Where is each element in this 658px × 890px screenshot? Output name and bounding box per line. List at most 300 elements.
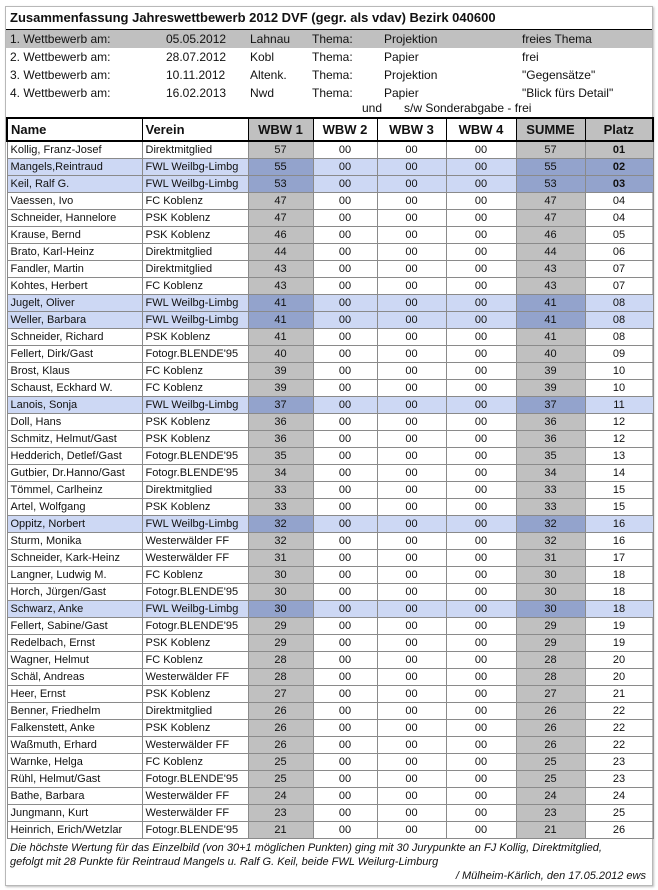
- competition-label: 3. Wettbewerb am:: [10, 68, 111, 82]
- table-row: [7, 686, 653, 703]
- cell-verein: Fotogr.BLENDE'95: [142, 448, 248, 465]
- cell-wbw2: 00: [313, 278, 377, 295]
- cell-wbw3: 00: [377, 210, 446, 227]
- cell-platz: 16: [585, 516, 653, 533]
- cell-summe: 39: [516, 380, 585, 397]
- footer-note: [6, 841, 652, 883]
- sonder-text: s/w Sonderabgabe - frei: [404, 101, 532, 115]
- table-row: [7, 465, 653, 482]
- table-row: [7, 720, 653, 737]
- cell-wbw1: 25: [248, 771, 313, 788]
- competition-medium: Projektion: [384, 32, 438, 46]
- cell-wbw4: 00: [446, 346, 516, 363]
- cell-wbw3: 00: [377, 533, 446, 550]
- cell-wbw2: 00: [313, 312, 377, 329]
- table-row: [7, 550, 653, 567]
- cell-summe: 30: [516, 601, 585, 618]
- cell-verein: FWL Weilbg-Limbg: [142, 516, 248, 533]
- cell-wbw3: 00: [377, 380, 446, 397]
- cell-name: Falkenstett, Anke: [7, 720, 142, 737]
- cell-verein: PSK Koblenz: [142, 431, 248, 448]
- cell-platz: 15: [585, 499, 653, 516]
- cell-name: Redelbach, Ernst: [7, 635, 142, 652]
- cell-verein: FWL Weilbg-Limbg: [142, 397, 248, 414]
- cell-platz: 11: [585, 397, 653, 414]
- cell-platz: 20: [585, 652, 653, 669]
- cell-summe: 30: [516, 567, 585, 584]
- competition-medium: Papier: [384, 86, 419, 100]
- cell-wbw3: 00: [377, 414, 446, 431]
- cell-wbw4: 00: [446, 193, 516, 210]
- cell-wbw4: 00: [446, 465, 516, 482]
- cell-summe: 40: [516, 346, 585, 363]
- cell-wbw3: 00: [377, 295, 446, 312]
- cell-summe: 41: [516, 295, 585, 312]
- cell-wbw2: 00: [313, 329, 377, 346]
- table-row: [7, 397, 653, 414]
- cell-wbw2: 00: [313, 210, 377, 227]
- table-row: [7, 431, 653, 448]
- cell-name: Fellert, Sabine/Gast: [7, 618, 142, 635]
- cell-platz: 22: [585, 737, 653, 754]
- cell-wbw2: 00: [313, 346, 377, 363]
- cell-wbw1: 39: [248, 380, 313, 397]
- cell-verein: Westerwälder FF: [142, 737, 248, 754]
- cell-verein: Direktmitglied: [142, 244, 248, 261]
- cell-wbw1: 40: [248, 346, 313, 363]
- cell-wbw2: 00: [313, 465, 377, 482]
- cell-summe: 36: [516, 414, 585, 431]
- cell-wbw4: 00: [446, 244, 516, 261]
- cell-summe: 30: [516, 584, 585, 601]
- table-row: [7, 295, 653, 312]
- cell-wbw2: 00: [313, 550, 377, 567]
- cell-wbw4: 00: [446, 176, 516, 193]
- cell-wbw4: 00: [446, 431, 516, 448]
- table-header: [7, 118, 653, 141]
- cell-wbw1: 41: [248, 312, 313, 329]
- competition-date: 16.02.2013: [166, 86, 227, 100]
- header-verein: Verein: [142, 118, 248, 141]
- cell-summe: 44: [516, 244, 585, 261]
- cell-wbw2: 00: [313, 652, 377, 669]
- cell-platz: 20: [585, 669, 653, 686]
- table-row: [7, 703, 653, 720]
- cell-wbw2: 00: [313, 397, 377, 414]
- cell-wbw3: 00: [377, 329, 446, 346]
- table-row: [7, 414, 653, 431]
- cell-name: Schneider, Kark-Heinz: [7, 550, 142, 567]
- cell-wbw4: 00: [446, 788, 516, 805]
- cell-platz: 09: [585, 346, 653, 363]
- competition-topic: freies Thema: [522, 32, 592, 46]
- cell-wbw4: 00: [446, 703, 516, 720]
- cell-wbw4: 00: [446, 329, 516, 346]
- footer-signature: / Mülheim-Kärlich, den 17.05.2012 ews: [455, 870, 646, 882]
- table-row: [7, 618, 653, 635]
- cell-name: Wagner, Helmut: [7, 652, 142, 669]
- results-table: [6, 117, 654, 839]
- cell-wbw2: 00: [313, 686, 377, 703]
- cell-platz: 21: [585, 686, 653, 703]
- cell-name: Lanois, Sonja: [7, 397, 142, 414]
- cell-wbw1: 41: [248, 295, 313, 312]
- competition-topic: "Gegensätze": [522, 68, 596, 82]
- cell-wbw2: 00: [313, 499, 377, 516]
- cell-wbw3: 00: [377, 788, 446, 805]
- cell-wbw4: 00: [446, 635, 516, 652]
- cell-name: Sturm, Monika: [7, 533, 142, 550]
- cell-verein: Direktmitglied: [142, 261, 248, 278]
- cell-name: Waßmuth, Erhard: [7, 737, 142, 754]
- cell-platz: 17: [585, 550, 653, 567]
- cell-name: Tömmel, Carlheinz: [7, 482, 142, 499]
- competition-thema-label: Thema:: [312, 50, 353, 64]
- cell-summe: 41: [516, 329, 585, 346]
- table-row: [7, 567, 653, 584]
- cell-summe: 43: [516, 278, 585, 295]
- table-row: [7, 312, 653, 329]
- cell-platz: 19: [585, 635, 653, 652]
- cell-name: Mangels,Reintraud: [7, 159, 142, 176]
- cell-wbw3: 00: [377, 363, 446, 380]
- cell-summe: 55: [516, 159, 585, 176]
- table-row: [7, 210, 653, 227]
- table-row: [7, 754, 653, 771]
- cell-wbw1: 26: [248, 720, 313, 737]
- cell-wbw1: 41: [248, 329, 313, 346]
- cell-wbw4: 00: [446, 584, 516, 601]
- cell-wbw2: 00: [313, 141, 377, 159]
- cell-platz: 24: [585, 788, 653, 805]
- footer-line-2: gefolgt mit 28 Punkte für Reintraud Mangels u. Ralf G. Keil, beide FWL Weilurg-Limburg: [10, 856, 439, 868]
- cell-name: Brato, Karl-Heinz: [7, 244, 142, 261]
- cell-wbw1: 43: [248, 278, 313, 295]
- competition-place: Kobl: [250, 50, 275, 64]
- table-row: [7, 822, 653, 839]
- cell-name: Brost, Klaus: [7, 363, 142, 380]
- table-row: [7, 635, 653, 652]
- cell-wbw4: 00: [446, 261, 516, 278]
- cell-summe: 24: [516, 788, 585, 805]
- cell-platz: 25: [585, 805, 653, 822]
- competition-thema-label: Thema:: [312, 86, 353, 100]
- table-row: [7, 380, 653, 397]
- header-wbw2: WBW 2: [313, 118, 377, 141]
- table-row: [7, 737, 653, 754]
- cell-name: Kollig, Franz-Josef: [7, 141, 142, 159]
- cell-wbw1: 32: [248, 516, 313, 533]
- cell-platz: 02: [585, 159, 653, 176]
- cell-wbw3: 00: [377, 278, 446, 295]
- cell-wbw1: 28: [248, 652, 313, 669]
- table-row: [7, 363, 653, 380]
- cell-wbw2: 00: [313, 754, 377, 771]
- cell-verein: FC Koblenz: [142, 652, 248, 669]
- competition-place: Altenk.: [250, 68, 287, 82]
- cell-wbw4: 00: [446, 499, 516, 516]
- cell-wbw2: 00: [313, 805, 377, 822]
- cell-wbw3: 00: [377, 176, 446, 193]
- competition-medium: Papier: [384, 50, 419, 64]
- cell-wbw2: 00: [313, 431, 377, 448]
- cell-wbw3: 00: [377, 227, 446, 244]
- cell-wbw2: 00: [313, 822, 377, 839]
- cell-wbw2: 00: [313, 584, 377, 601]
- cell-name: Artel, Wolfgang: [7, 499, 142, 516]
- cell-summe: 57: [516, 141, 585, 159]
- table-row: [7, 261, 653, 278]
- cell-wbw2: 00: [313, 737, 377, 754]
- cell-summe: 27: [516, 686, 585, 703]
- cell-wbw2: 00: [313, 363, 377, 380]
- cell-verein: FWL Weilbg-Limbg: [142, 176, 248, 193]
- cell-platz: 12: [585, 414, 653, 431]
- cell-verein: Fotogr.BLENDE'95: [142, 771, 248, 788]
- cell-wbw1: 57: [248, 141, 313, 159]
- cell-name: Krause, Bernd: [7, 227, 142, 244]
- cell-name: Fellert, Dirk/Gast: [7, 346, 142, 363]
- table-row: [7, 499, 653, 516]
- cell-platz: 23: [585, 771, 653, 788]
- cell-wbw3: 00: [377, 720, 446, 737]
- cell-wbw1: 26: [248, 737, 313, 754]
- cell-wbw1: 23: [248, 805, 313, 822]
- cell-summe: 26: [516, 737, 585, 754]
- cell-wbw1: 29: [248, 635, 313, 652]
- competition-thema-label: Thema:: [312, 68, 353, 82]
- cell-name: Gutbier, Dr.Hanno/Gast: [7, 465, 142, 482]
- cell-platz: 18: [585, 584, 653, 601]
- cell-summe: 37: [516, 397, 585, 414]
- cell-wbw4: 00: [446, 448, 516, 465]
- cell-platz: 06: [585, 244, 653, 261]
- cell-wbw2: 00: [313, 601, 377, 618]
- cell-name: Benner, Friedhelm: [7, 703, 142, 720]
- cell-summe: 53: [516, 176, 585, 193]
- cell-verein: PSK Koblenz: [142, 635, 248, 652]
- cell-wbw4: 00: [446, 227, 516, 244]
- table-row: [7, 669, 653, 686]
- cell-verein: PSK Koblenz: [142, 227, 248, 244]
- competition-label: 2. Wettbewerb am:: [10, 50, 111, 64]
- competition-place: Lahnau: [250, 32, 291, 46]
- cell-wbw1: 30: [248, 567, 313, 584]
- cell-wbw4: 00: [446, 550, 516, 567]
- cell-wbw3: 00: [377, 346, 446, 363]
- cell-wbw4: 00: [446, 618, 516, 635]
- cell-summe: 39: [516, 363, 585, 380]
- cell-name: Hedderich, Detlef/Gast: [7, 448, 142, 465]
- cell-wbw3: 00: [377, 635, 446, 652]
- cell-verein: FC Koblenz: [142, 363, 248, 380]
- cell-summe: 32: [516, 533, 585, 550]
- cell-wbw1: 28: [248, 669, 313, 686]
- competition-medium: Projektion: [384, 68, 438, 82]
- cell-name: Schaust, Eckhard W.: [7, 380, 142, 397]
- cell-summe: 33: [516, 482, 585, 499]
- cell-platz: 08: [585, 329, 653, 346]
- cell-wbw4: 00: [446, 312, 516, 329]
- cell-name: Jugelt, Oliver: [7, 295, 142, 312]
- sonder-und: und: [362, 101, 383, 115]
- cell-wbw3: 00: [377, 754, 446, 771]
- cell-wbw3: 00: [377, 669, 446, 686]
- cell-wbw3: 00: [377, 448, 446, 465]
- cell-platz: 22: [585, 703, 653, 720]
- cell-summe: 29: [516, 618, 585, 635]
- cell-wbw1: 36: [248, 431, 313, 448]
- cell-wbw4: 00: [446, 754, 516, 771]
- table-row: [7, 601, 653, 618]
- cell-verein: FC Koblenz: [142, 193, 248, 210]
- cell-wbw1: 46: [248, 227, 313, 244]
- cell-wbw3: 00: [377, 159, 446, 176]
- cell-wbw3: 00: [377, 686, 446, 703]
- table-row: [7, 193, 653, 210]
- table-row: [7, 533, 653, 550]
- cell-wbw2: 00: [313, 482, 377, 499]
- cell-wbw3: 00: [377, 465, 446, 482]
- cell-wbw3: 00: [377, 652, 446, 669]
- cell-platz: 23: [585, 754, 653, 771]
- cell-wbw1: 25: [248, 754, 313, 771]
- document-page: [6, 7, 652, 883]
- cell-summe: 26: [516, 720, 585, 737]
- cell-name: Jungmann, Kurt: [7, 805, 142, 822]
- cell-platz: 22: [585, 720, 653, 737]
- cell-platz: 19: [585, 618, 653, 635]
- cell-platz: 15: [585, 482, 653, 499]
- cell-verein: PSK Koblenz: [142, 329, 248, 346]
- table-row: [7, 805, 653, 822]
- cell-wbw1: 44: [248, 244, 313, 261]
- cell-wbw3: 00: [377, 261, 446, 278]
- cell-wbw1: 29: [248, 618, 313, 635]
- cell-platz: 01: [585, 141, 653, 159]
- cell-wbw1: 37: [248, 397, 313, 414]
- cell-verein: FWL Weilbg-Limbg: [142, 159, 248, 176]
- cell-wbw2: 00: [313, 703, 377, 720]
- cell-platz: 10: [585, 363, 653, 380]
- cell-verein: Westerwälder FF: [142, 669, 248, 686]
- cell-wbw2: 00: [313, 295, 377, 312]
- cell-wbw2: 00: [313, 788, 377, 805]
- cell-verein: PSK Koblenz: [142, 686, 248, 703]
- competition-label: 1. Wettbewerb am:: [10, 32, 111, 46]
- cell-wbw2: 00: [313, 244, 377, 261]
- header-name: Name: [7, 118, 142, 141]
- cell-wbw3: 00: [377, 141, 446, 159]
- cell-name: Kohtes, Herbert: [7, 278, 142, 295]
- table-row: [7, 227, 653, 244]
- table-row: [7, 584, 653, 601]
- cell-verein: FC Koblenz: [142, 380, 248, 397]
- footer-line-1: Die höchste Wertung für das Einzelbild (von 30+1 möglichen Punkten) ging mit 30 Jurypunkte an FJ Kollig, Direktmitglied,: [10, 842, 602, 854]
- cell-wbw3: 00: [377, 193, 446, 210]
- cell-wbw4: 00: [446, 482, 516, 499]
- cell-summe: 34: [516, 465, 585, 482]
- cell-verein: Direktmitglied: [142, 703, 248, 720]
- cell-wbw4: 00: [446, 363, 516, 380]
- cell-summe: 32: [516, 516, 585, 533]
- cell-wbw4: 00: [446, 737, 516, 754]
- cell-wbw2: 00: [313, 380, 377, 397]
- cell-summe: 43: [516, 261, 585, 278]
- cell-platz: 08: [585, 295, 653, 312]
- cell-platz: 04: [585, 210, 653, 227]
- cell-platz: 07: [585, 261, 653, 278]
- competition-date: 10.11.2012: [166, 68, 226, 82]
- cell-summe: 31: [516, 550, 585, 567]
- cell-wbw2: 00: [313, 176, 377, 193]
- cell-verein: Westerwälder FF: [142, 805, 248, 822]
- table-row: [7, 482, 653, 499]
- cell-platz: 18: [585, 567, 653, 584]
- cell-verein: FWL Weilbg-Limbg: [142, 312, 248, 329]
- cell-wbw2: 00: [313, 516, 377, 533]
- cell-wbw4: 00: [446, 601, 516, 618]
- cell-platz: 16: [585, 533, 653, 550]
- cell-wbw1: 26: [248, 703, 313, 720]
- cell-verein: FWL Weilbg-Limbg: [142, 601, 248, 618]
- competition-topic: "Blick fürs Detail": [522, 86, 614, 100]
- cell-wbw4: 00: [446, 516, 516, 533]
- table-row: [7, 141, 653, 159]
- cell-verein: Fotogr.BLENDE'95: [142, 465, 248, 482]
- cell-summe: 33: [516, 499, 585, 516]
- cell-wbw2: 00: [313, 635, 377, 652]
- cell-wbw3: 00: [377, 482, 446, 499]
- cell-verein: Fotogr.BLENDE'95: [142, 584, 248, 601]
- cell-wbw2: 00: [313, 193, 377, 210]
- cell-name: Horch, Jürgen/Gast: [7, 584, 142, 601]
- cell-wbw2: 00: [313, 261, 377, 278]
- cell-wbw1: 47: [248, 210, 313, 227]
- cell-wbw2: 00: [313, 448, 377, 465]
- cell-wbw2: 00: [313, 669, 377, 686]
- cell-name: Vaessen, Ivo: [7, 193, 142, 210]
- cell-summe: 29: [516, 635, 585, 652]
- cell-name: Warnke, Helga: [7, 754, 142, 771]
- cell-verein: PSK Koblenz: [142, 499, 248, 516]
- cell-verein: PSK Koblenz: [142, 210, 248, 227]
- cell-wbw2: 00: [313, 771, 377, 788]
- cell-verein: Direktmitglied: [142, 141, 248, 159]
- cell-wbw4: 00: [446, 805, 516, 822]
- cell-wbw4: 00: [446, 771, 516, 788]
- cell-wbw4: 00: [446, 669, 516, 686]
- cell-platz: 03: [585, 176, 653, 193]
- cell-summe: 26: [516, 703, 585, 720]
- header-wbw4: WBW 4: [446, 118, 516, 141]
- cell-name: Fandler, Martin: [7, 261, 142, 278]
- cell-wbw4: 00: [446, 295, 516, 312]
- cell-wbw3: 00: [377, 771, 446, 788]
- cell-wbw3: 00: [377, 703, 446, 720]
- table-row: [7, 448, 653, 465]
- cell-summe: 21: [516, 822, 585, 839]
- header-wbw3: WBW 3: [377, 118, 446, 141]
- cell-platz: 18: [585, 601, 653, 618]
- cell-wbw1: 31: [248, 550, 313, 567]
- cell-summe: 28: [516, 669, 585, 686]
- table-row: [7, 244, 653, 261]
- cell-wbw1: 47: [248, 193, 313, 210]
- competition-place: Nwd: [250, 86, 275, 100]
- cell-wbw2: 00: [313, 227, 377, 244]
- cell-wbw4: 00: [446, 652, 516, 669]
